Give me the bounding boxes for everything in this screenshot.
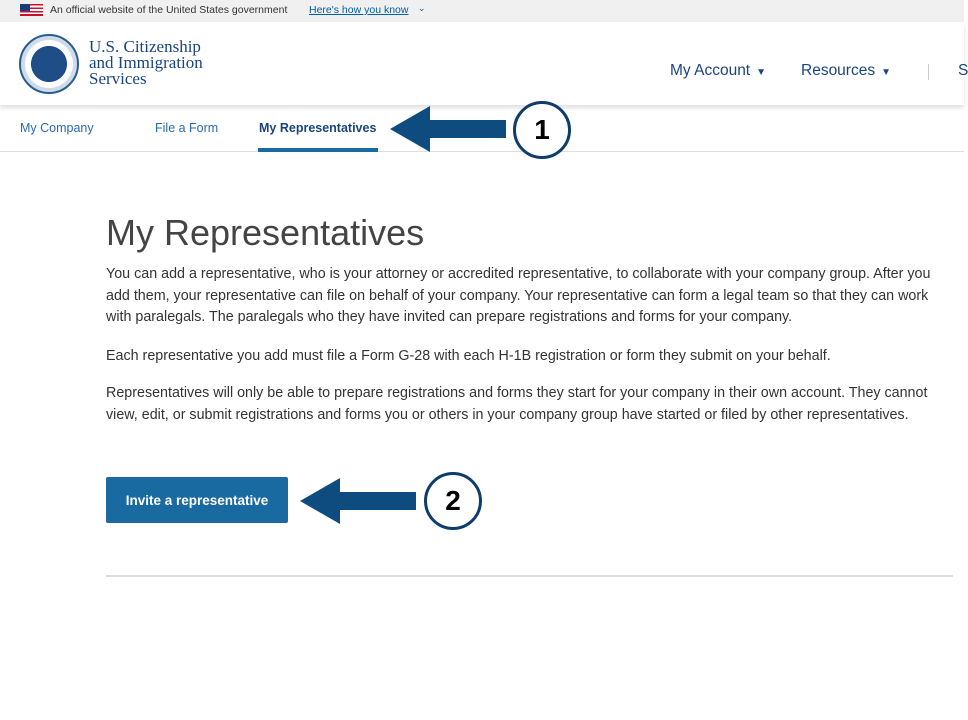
- brand-line: Services: [89, 69, 147, 88]
- tab-my-representatives[interactable]: My Representatives: [259, 121, 377, 135]
- uscis-logo-text[interactable]: [89, 39, 203, 87]
- resources-menu[interactable]: [801, 62, 891, 80]
- chevron-down-icon[interactable]: ⌄: [418, 3, 426, 13]
- resources-label: Resources: [801, 62, 876, 79]
- arrow-left-icon: [300, 478, 418, 524]
- nav-divider: [928, 64, 929, 80]
- dhs-seal-logo[interactable]: [19, 34, 79, 94]
- gov-banner: [0, 0, 964, 22]
- active-tab-indicator: [258, 148, 378, 152]
- my-account-menu[interactable]: [670, 62, 766, 80]
- how-you-know-link[interactable]: Here's how you know: [309, 4, 409, 16]
- page-title: My Representatives: [106, 212, 425, 253]
- invite-representative-button[interactable]: Invite a representative: [106, 477, 288, 523]
- divider: [106, 575, 953, 577]
- brand-line: and Immigration: [89, 53, 203, 72]
- g28-paragraph: Each representative you add must file a Form G-28 with each H-1B registration or form they submit on your behalf.: [106, 348, 831, 364]
- site-header: [0, 22, 968, 105]
- caret-down-icon: ▼: [881, 67, 891, 78]
- brand-line: U.S. Citizenship: [89, 37, 201, 56]
- arrow-left-icon: [390, 106, 508, 152]
- callout-badge-1: 1: [513, 101, 571, 159]
- caret-down-icon: ▼: [756, 67, 767, 78]
- tab-file-a-form[interactable]: File a Form: [155, 121, 219, 135]
- intro-paragraph: You can add a representative, who is your attorney or accredited representative, to collaborate with your company group. After you add them, your representative can file on behalf of your company. Your representative can form a legal team so that they can work with paralegals. The paralegals who they have invited can prepare registrations and forms for your company.: [106, 266, 931, 325]
- tab-my-company[interactable]: My Company: [20, 121, 94, 135]
- callout-badge-2: 2: [424, 472, 482, 530]
- permissions-paragraph: Representatives will only be able to prepare registrations and forms they start for your company in their own account. They cannot view, edit, or submit registrations and forms you or others in your company group have started or filed by other representatives.: [106, 385, 928, 423]
- cut-off-nav-item[interactable]: S: [958, 62, 968, 79]
- my-account-label: My Account: [670, 62, 751, 79]
- gov-banner-text: An official website of the United States government: [50, 4, 288, 16]
- us-flag-icon: [20, 4, 43, 16]
